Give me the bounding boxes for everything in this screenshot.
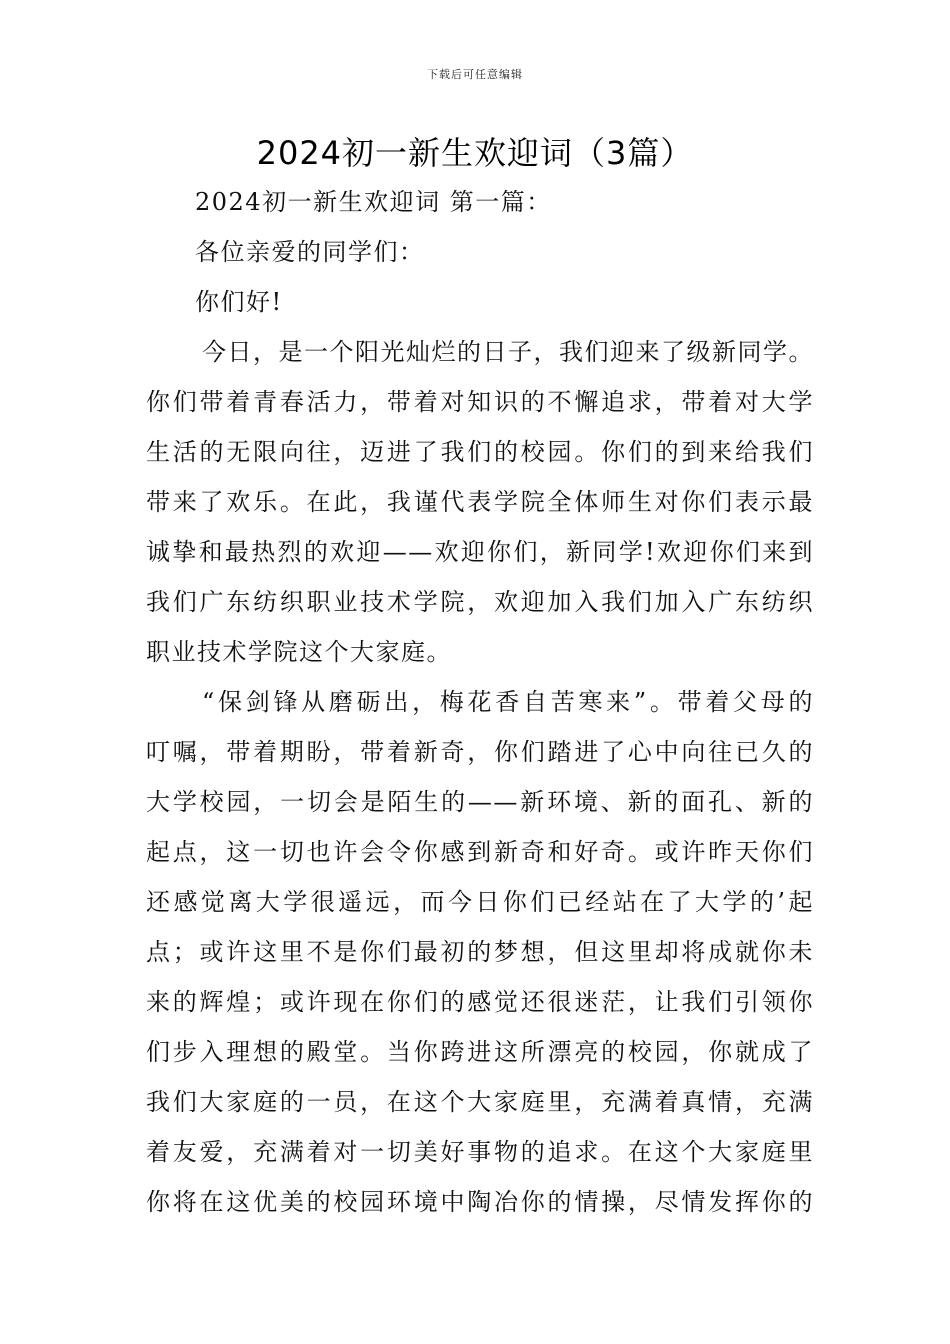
paragraph-line: 大学校园，一切会是陌生的——新环境、新的面孔、新的 bbox=[146, 788, 814, 816]
paragraph-line: 点；或许这里不是你们最初的梦想，但这里却将成就你未 bbox=[146, 938, 814, 966]
paragraph-line: 带来了欢乐。在此，我谨代表学院全体师生对你们表示最 bbox=[146, 488, 814, 516]
document-title: 2024初一新生欢迎词（3篇） bbox=[256, 134, 694, 172]
paragraph-line: 我们广东纺织职业技术学院，欢迎加入我们加入广东纺织 bbox=[146, 588, 814, 616]
document-body bbox=[146, 177, 814, 1227]
paragraph-line: “保剑锋从磨砺出，梅花香自苦寒来”。带着父母的 bbox=[202, 688, 814, 716]
paragraph-line: 我们大家庭的一员，在这个大家庭里，充满着真情，充满 bbox=[146, 1088, 814, 1116]
header-note: 下载后可任意编辑 bbox=[427, 68, 523, 81]
paragraph-line: 你将在这优美的校园环境中陶冶你的情操，尽情发挥你的 bbox=[146, 1188, 814, 1216]
greeting: 你们好! bbox=[195, 288, 283, 316]
paragraph-line: 你们带着青春活力，带着对知识的不懈追求，带着对大学 bbox=[146, 388, 814, 416]
paragraph-line: 今日，是一个阳光灿烂的日子，我们迎来了级新同学。 bbox=[202, 338, 814, 366]
paragraph-line: 们步入理想的殿堂。当你跨进这所漂亮的校园，你就成了 bbox=[146, 1038, 814, 1066]
paragraph-line: 来的辉煌；或许现在你们的感觉还很迷茫，让我们引领你 bbox=[146, 988, 814, 1016]
paragraph-line: 诚挚和最热烈的欢迎——欢迎你们，新同学!欢迎你们来到 bbox=[146, 538, 814, 566]
paragraph-line: 着友爱，充满着对一切美好事物的追求。在这个大家庭里 bbox=[146, 1138, 814, 1166]
paragraph-2 bbox=[146, 677, 814, 1227]
paragraph-1 bbox=[146, 327, 814, 677]
section-heading: 2024初一新生欢迎词 第一篇： bbox=[195, 188, 552, 216]
salutation: 各位亲爱的同学们： bbox=[195, 238, 425, 266]
paragraph-line: 起点，这一切也许会令你感到新奇和好奇。或许昨天你们 bbox=[146, 838, 814, 866]
paragraph-line: 叮嘱，带着期盼，带着新奇，你们踏进了心中向往已久的 bbox=[146, 738, 814, 766]
paragraph-line: 还感觉离大学很遥远，而今日你们已经站在了大学的’起 bbox=[146, 888, 814, 916]
paragraph-line: 职业技术学院这个大家庭。 bbox=[146, 638, 452, 666]
paragraph-line: 生活的无限向往，迈进了我们的校园。你们的到来给我们 bbox=[146, 438, 814, 466]
